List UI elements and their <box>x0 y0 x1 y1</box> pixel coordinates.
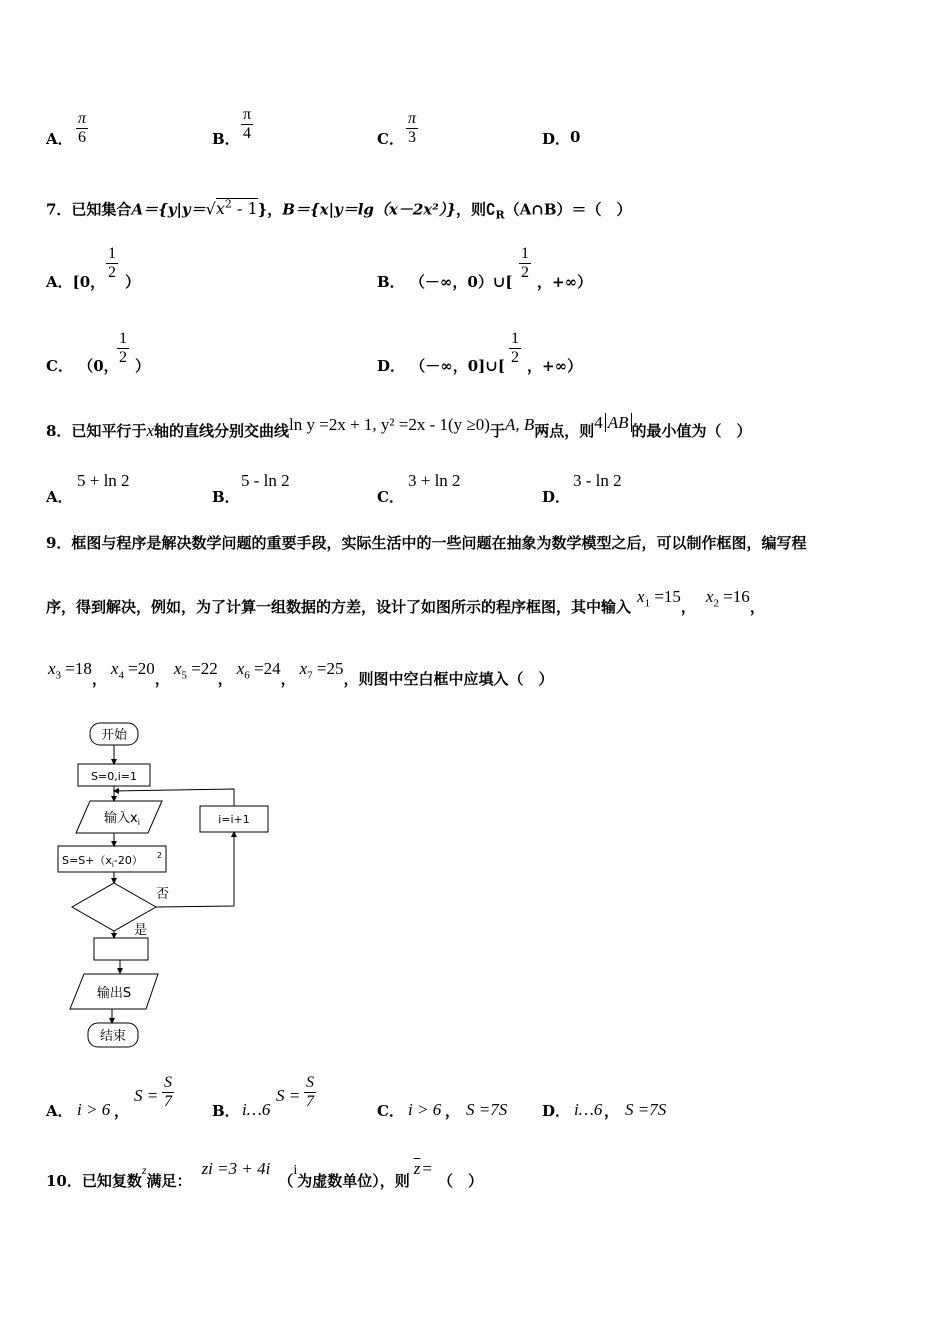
q7-option-a-fraction: $\frac{1}{2}$ <box>108 245 116 281</box>
q6-option-a-label: A． <box>46 130 73 148</box>
q7-option-d: D． （－∞，0]∪[ <box>377 357 505 375</box>
q10-mid: 满足： <box>146 1172 192 1190</box>
q8-tail: 的最小值为（ ） <box>631 422 752 440</box>
q9-option-d-cond: i…6 <box>574 1100 603 1119</box>
q6-option-b-label: B． <box>212 130 240 148</box>
q8-option-d-value: 3 - ln 2 <box>573 471 622 490</box>
q6-option-d-label: D． <box>542 130 571 148</box>
flow-output-text: 输出S <box>96 986 132 1001</box>
q7-option-b-post: ，+∞） <box>537 273 593 291</box>
q8-points: A, B <box>504 415 535 434</box>
flow-end-text: 结束 <box>99 1029 127 1044</box>
q9-option-d-expr: S =7S <box>625 1100 667 1119</box>
q8-mid: 轴的直线分别交曲线 <box>154 422 290 440</box>
q8-two-points: 两点，则 <box>534 422 595 440</box>
q10-var-z: z <box>141 1163 147 1177</box>
q9-option-b-fraction: $\frac{S}{7}$ <box>306 1074 314 1110</box>
q9-option-b-cond: i…6 <box>242 1100 271 1119</box>
q8-option-c-label: C． <box>377 488 404 506</box>
q8-option-b-value: 5 - ln 2 <box>241 471 290 490</box>
q9-x3: $x_3 =18$ <box>48 659 92 682</box>
q6-b-num: π <box>243 106 252 123</box>
flow-update-text: $S=S+(x_i-20)$ $^2$ <box>62 851 162 869</box>
q6-a-num: π <box>78 110 87 127</box>
q7-option-c: C． （0， <box>46 357 119 375</box>
q8-option-a-label: A． <box>46 488 73 506</box>
q9-x1: $x_1 =15$ <box>637 587 681 610</box>
q6-option-d-value: 0 <box>570 128 581 146</box>
flow-blank-box <box>94 938 148 960</box>
q10-zbar: $\overline{z}$ <box>413 1159 421 1178</box>
q10-prefix: 10．已知复数 <box>46 1172 142 1190</box>
q9-option-a-fraction: $\frac{S}{7}$ <box>164 1074 172 1110</box>
q6-option-b-fraction <box>241 106 253 143</box>
q7-set-a-close: }， <box>257 200 283 219</box>
q9-x7: $x_7 =25$ <box>299 659 344 682</box>
q7-option-c-fraction: $\frac{1}{2}$ <box>119 330 127 366</box>
q9-option-b-label: B． <box>212 1102 240 1120</box>
q9-option-d-label: D． <box>542 1102 571 1120</box>
q7-option-b-fraction: $\frac{1}{2}$ <box>521 245 529 281</box>
q7-option-a: A．[0， <box>46 273 106 291</box>
q7-sqrt: $√x^2 - 1$ <box>205 198 258 219</box>
q9-option-c-expr: S =7S <box>466 1100 508 1119</box>
q7-prefix: 7．已知集合 <box>46 200 132 219</box>
flow-input-text: 输入$x_i$ <box>104 811 140 827</box>
q10-eqsign: = <box>422 1159 432 1178</box>
q9-option-b-s: S = <box>276 1086 301 1105</box>
q7-option-d-fraction: $\frac{1}{2}$ <box>511 330 519 366</box>
q9-option-d-sep: ， <box>604 1102 620 1120</box>
q9-x6: $x_6 =24$ <box>236 659 281 682</box>
q9-option-c-sep: ， <box>445 1102 461 1120</box>
q6-c-den: 3 <box>408 129 416 146</box>
q10-paren-open: （ <box>278 1172 294 1190</box>
q8-option-b-label: B． <box>212 488 240 506</box>
q7-option-d-post: ，+∞） <box>527 357 583 375</box>
q6-option-a-fraction <box>76 110 88 147</box>
flow-yes-label: 是 <box>134 923 148 938</box>
q8-option-d-label: D． <box>542 488 571 506</box>
q7-complement: ，则∁ <box>455 200 496 219</box>
q6-option-c-fraction <box>406 110 418 147</box>
q9-option-a-sep: ， <box>114 1102 130 1120</box>
q7-set-a: A＝{y|y＝ <box>131 200 206 219</box>
q9-option-c-label: C． <box>377 1102 404 1120</box>
q7-sqrt-body: x <box>215 199 225 219</box>
q8-expression: 4 AB <box>594 413 631 432</box>
q9-option-a-label: A． <box>46 1102 73 1120</box>
q9-line2: 序，得到解决，例如，为了计算一组数据的方差，设计了如图所示的程序框图，其中输入$x_1 =15$，$x_2 =16$， <box>46 587 765 616</box>
q9-line1: 9．框图与程序是解决数学问题的重要手段，实际生活中的一些问题在抽象为数学模型之后，可以制作框图，编写程 <box>46 534 807 552</box>
q8-var-x: x <box>146 421 154 440</box>
q10-paren-text: 为虚数单位），则 <box>297 1172 410 1190</box>
q7-option-b: B． （－∞，0）∪[ <box>377 273 513 291</box>
q10-var-i: i <box>293 1163 298 1178</box>
q7-sqrt-exp: 2 <box>224 198 232 211</box>
q9-option-a-cond: i > 6 <box>77 1100 111 1119</box>
q7-set-b: B＝{x|y＝lg（x－2x²）} <box>282 200 456 219</box>
q9-x5: $x_5 =22$ <box>173 659 218 682</box>
q10-equation: zi =3 + 4i <box>201 1159 271 1178</box>
q9-line3: $x_3 =18$，$x_4 =20$，$x_5 =22$，$x_6 =24$，$x_7 =25$，则图中空白框中应填入（ ） <box>48 659 554 688</box>
flow-incr-text: i=i+1 <box>218 813 250 826</box>
q8-curves: ln y =2x + 1, y² =2x - 1(y ≥0) <box>289 415 490 434</box>
q8-yu: 于 <box>489 422 505 440</box>
q8-option-a-value: 5 + ln 2 <box>77 471 130 490</box>
q9-x4: $x_4 =20$ <box>110 659 155 682</box>
q10-tail: （ ） <box>437 1172 483 1190</box>
q9-flowchart <box>50 715 290 1055</box>
q8-option-c-value: 3 + ln 2 <box>408 471 461 490</box>
q6-a-den: 6 <box>78 129 86 146</box>
q6-option-c-label: C． <box>377 130 404 148</box>
q9-option-c-cond: i > 6 <box>408 1100 442 1119</box>
q6-c-num: π <box>408 110 417 127</box>
q7-stem <box>46 198 632 221</box>
q7-sub-r: R <box>495 208 505 222</box>
q9-x2: $x_2 =16$ <box>705 587 750 610</box>
q7-option-c-post: ） <box>135 357 151 375</box>
q8-prefix: 8．已知平行于 <box>46 422 147 440</box>
flow-init-text: S=0,i=1 <box>91 770 137 783</box>
q7-tail: （A∩B）＝（ ） <box>504 200 632 219</box>
q7-sqrt-tail: - 1 <box>231 199 258 219</box>
q6-b-den: 4 <box>243 125 252 142</box>
flow-start-text: 开始 <box>100 728 128 743</box>
q10-stem <box>46 1158 483 1190</box>
q7-option-a-post: ） <box>125 273 141 291</box>
q8-stem <box>46 413 752 441</box>
q9-option-a-s: S = <box>134 1086 159 1105</box>
flow-no-label: 否 <box>156 887 170 902</box>
